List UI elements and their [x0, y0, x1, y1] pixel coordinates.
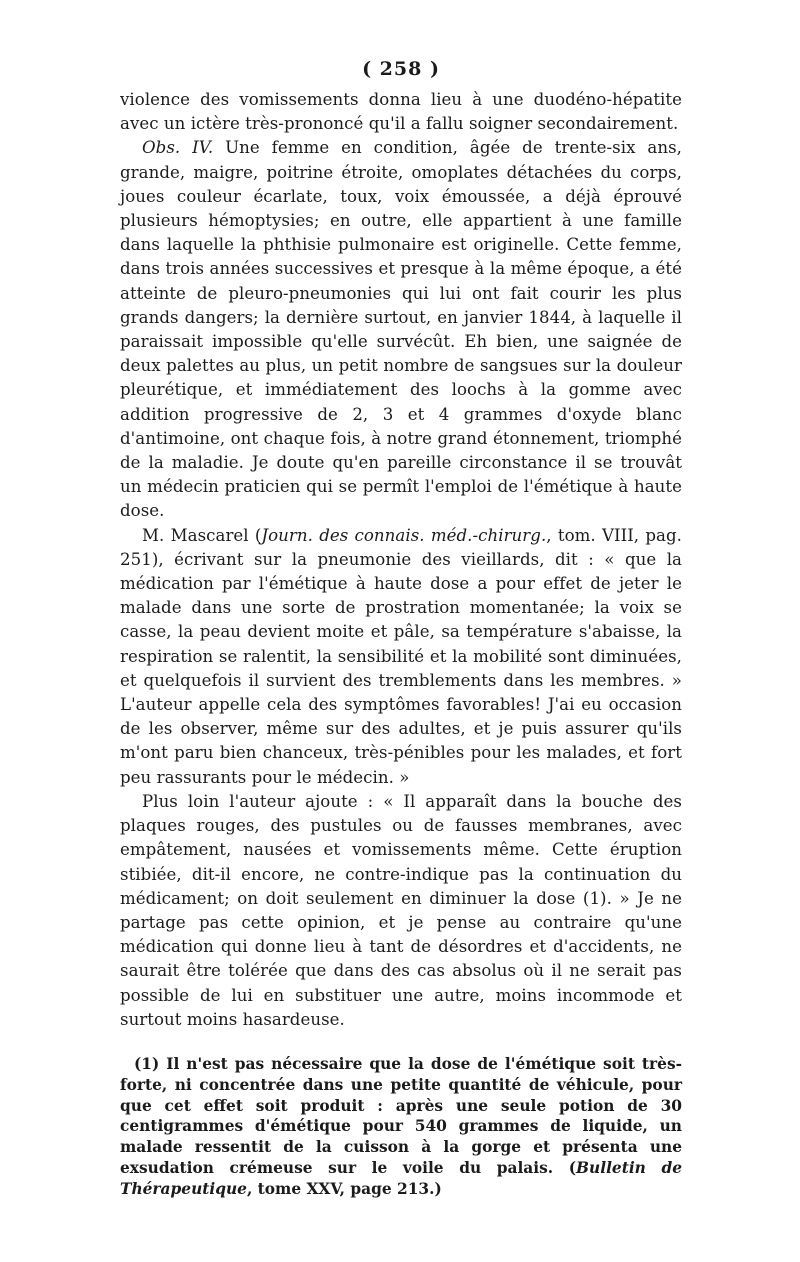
footnote — [120, 1054, 682, 1200]
footnote-text-b: , tome XXV, page 213.) — [246, 1179, 442, 1198]
mascarel-text-b: , tom. VIII, pag. 251), écrivant sur la pneumonie des vieillards, dit : « que la médication par l'émétique à haute dose a pour effet de jeter le malade dans une sorte de prostration momentanée; la voix se casse, la peau devient moite et pâle, sa température s'abaisse, la respiration se ralentit, la sensibilité et la mobilité sont diminuées, et quelquefois il survient des tremblements dans les membres. » L'auteur appelle cela des symptômes favorables! J'ai eu occasion de les observer, même sur des adultes, et je puis assurer qu'ils m'ont paru bien chanceux, très-pénibles pour les malades, et fort peu rassurants pour le médecin. » — [120, 525, 682, 787]
main-text — [120, 88, 682, 1032]
paragraph-plus-loin: Plus loin l'auteur ajoute : « Il apparaît dans la bouche des plaques rouges, des pustules ou de fausses membranes, avec empâtement, nausées et vomissements même. Cette éruption stibiée, dit-il encore, ne contre-indique pas la continuation du médicament; on doit seulement en diminuer la dose (1). » Je ne partage pas cette opinion, et je pense au contraire qu'une médication qui donne lieu à tant de désordres et d'accidents, ne saurait être tolérée que dans des cas absolus où il ne serait pas possible de lui en substituer une autre, moins incommode et surtout moins hasardeuse. — [120, 791, 682, 1029]
journal-citation: Journ. des connais. méd.-chirurg. — [261, 525, 547, 545]
book-page — [120, 58, 682, 1200]
paragraph-obs-iv — [120, 136, 682, 523]
footnote-journal: Bulletin de Thérapeutique — [120, 1158, 683, 1198]
paragraph-1: violence des vomissements donna lieu à une duodéno-hépatite avec un ictère très-prononcé qu'il a fallu soigner secondairement. — [120, 90, 682, 134]
obs-text: Une femme en condition, âgée de trente-six ans, grande, maigre, poitrine étroite, omoplates détachées du corps, joues couleur écarlate, toux, voix émoussée, a déjà éprouvé plusieurs hémoptysies; en outre, elle appartient à une famille dans laquelle la phthisie pulmonaire est originelle. Cette femme, dans trois années successives et presque à la même époque, a été atteinte de pleuro-pneumonies qui lui ont fait courir les plus grands dangers; la dernière surtout, en janvier 1844, à laquelle il paraissait impossible qu'elle survécût. Eh bien, une saignée de deux palettes au plus, un petit nombre de sangsues sur la douleur pleurétique, et immédiatement des loochs à la gomme avec addition progressive de 2, 3 et 4 grammes d'oxyde blanc d'antimoine, ont chaque fois, à notre grand étonnement, triomphé de la maladie. Je doute qu'en pareille circonstance il se trouvât un médecin praticien qui se permît l'emploi de l'émétique à haute dose. — [120, 138, 682, 521]
paragraph-mascarel — [120, 524, 682, 790]
footnote-text-a: (1) Il n'est pas nécessaire que la dose de l'émétique soit très-forte, ni concentrée dans une petite quantité de véhicule, pour que cet effet soit produit : après une seule potion de 30 centigrammes d'émétique pour 540 grammes de liquide, un malade ressentit de la cuisson à la gorge et présenta une exsudation crémeuse sur le voile du palais. ( — [120, 1054, 682, 1177]
mascarel-text-a: M. Mascarel ( — [142, 525, 262, 545]
page-number: ( 258 ) — [362, 58, 440, 80]
obs-label: Obs. IV. — [142, 138, 214, 158]
